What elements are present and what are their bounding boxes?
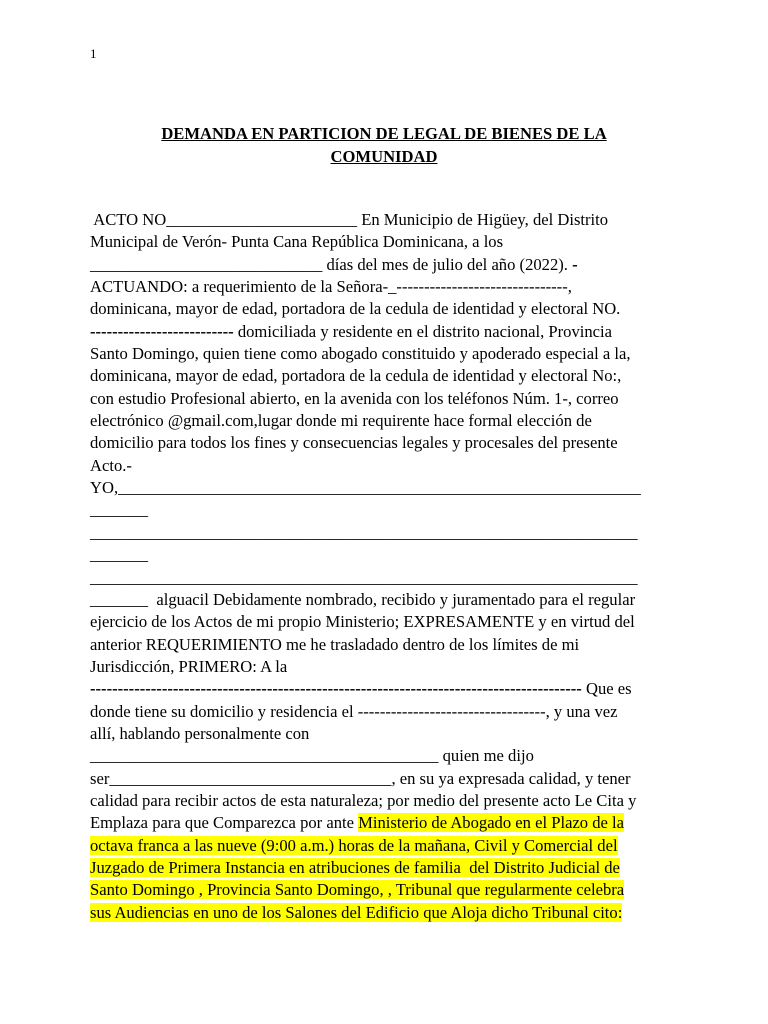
body-line (90, 812, 680, 834)
body-text: Emplaza para que Comparezca por ante (90, 813, 359, 833)
page-number: 1 (90, 46, 97, 61)
body-line: allí, hablando personalmente con (90, 723, 310, 743)
body-line: electrónico @gmail.com,lugar donde mi requirente hace formal elección de (90, 411, 592, 431)
body-line: YO,_______________________________________________________________ (90, 478, 641, 498)
body-line (90, 254, 680, 276)
body-line: _______ (90, 545, 149, 565)
body-line: domicilio para todos los fines y consecuencias legales y procesales del presente (90, 433, 618, 453)
bold-dashes: ----------------------------------------------------------------------------------------- (90, 679, 582, 699)
body-line: __________________________________________________________________ (90, 522, 638, 542)
body-line: calidad para recibir actos de esta naturaleza; por medio del presente acto Le Cita y (90, 790, 637, 810)
body-line: dominicana, mayor de edad, portadora de la cedula de identidad y electoral No:, (90, 366, 622, 386)
highlighted-text: Santo Domingo , Provincia Santo Domingo, , Tribunal que regularmente celebra (90, 880, 625, 900)
document-title (0, 123, 768, 168)
body-line: dominicana, mayor de edad, portadora de la cedula de identidad y electoral NO. (90, 299, 621, 319)
highlighted-text: Ministerio de Abogado en el Plazo de la (358, 813, 625, 833)
body-line: __________________________________________________________________ (90, 567, 638, 587)
highlighted-text: Juzgado de Primera Instancia en atribuciones de familia del Distrito Judicial de (90, 857, 620, 877)
highlighted-text: sus Audiencias en uno de los Salones del Edificio que Aloja dicho Tribunal cito: (90, 902, 623, 922)
body-line: ACTO NO_______________________ En Municipio de Higüey, del Distrito (90, 210, 609, 229)
bold-dashes: -------------------------- (90, 321, 234, 341)
body-line: ACTUANDO: a requerimiento de la Señora-_-------------------------------, (90, 277, 572, 297)
title-line-1: DEMANDA EN PARTICION DE LEGAL DE BIENES DE LA (161, 124, 607, 143)
body-text: Que es (581, 679, 632, 699)
document-body (90, 209, 680, 924)
body-line: __________________________________________ quien me dijo (90, 746, 534, 766)
body-line (90, 902, 680, 924)
body-line (90, 835, 680, 857)
body-line (90, 321, 680, 343)
body-line: _______ alguacil Debidamente nombrado, recibido y juramentado para el regular (90, 589, 636, 609)
body-line: Santo Domingo, quien tiene como abogado constituido y apoderado especial a la, (90, 344, 631, 364)
body-line: Municipal de Verón- Punta Cana República Dominicana, a los (90, 232, 504, 252)
body-line (90, 879, 680, 901)
body-line: Jurisdicción, PRIMERO: A la (90, 656, 288, 676)
blank-days: ____________________________ días del mes de julio del año (2022). (90, 254, 573, 274)
body-line: donde tiene su domicilio y residencia el ----------------------------------, y una vez (90, 701, 618, 721)
highlighted-text: octava franca a las nueve (9:00 a.m.) horas de la mañana, Civil y Comercial del (90, 835, 618, 855)
body-line: con estudio Profesional abierto, en la avenida con los teléfonos Núm. 1-, correo (90, 388, 619, 408)
body-line: anterior REQUERIMIENTO me he trasladado dentro de los límites de mi (90, 634, 580, 654)
body-line (90, 678, 680, 700)
body-line: Acto.- (90, 455, 132, 475)
body-line: ser__________________________________, en su ya expresada calidad, y tener (90, 768, 631, 788)
title-line-2: COMUNIDAD (330, 146, 438, 166)
body-text: domiciliada y residente en el distrito nacional, Provincia (233, 321, 613, 341)
body-line (90, 857, 680, 879)
body-line: _______ (90, 500, 149, 520)
bold-dash: - (572, 254, 578, 274)
body-line: ejercicio de los Actos de mi propio Ministerio; EXPRESAMENTE y en virtud del (90, 612, 635, 632)
